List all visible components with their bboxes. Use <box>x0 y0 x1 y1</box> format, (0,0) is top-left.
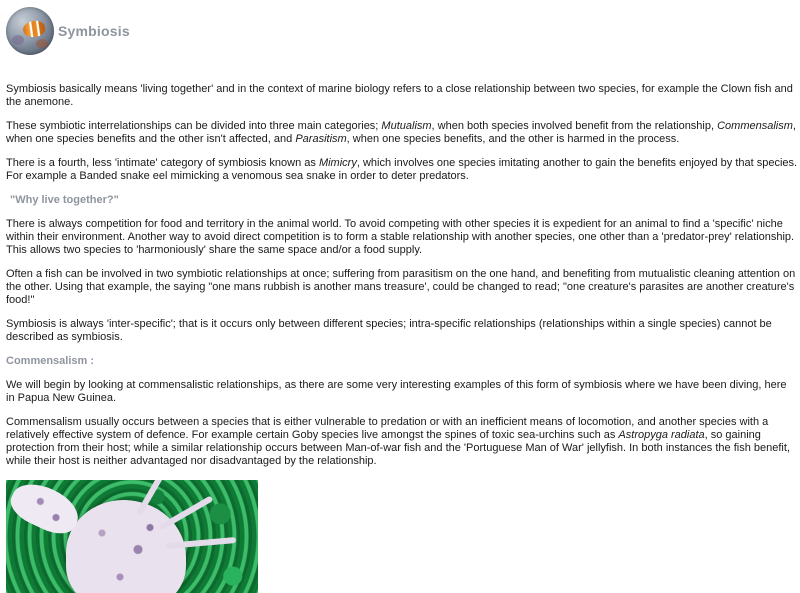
crab-leg <box>159 495 214 530</box>
categories-paragraph: These symbiotic interrelationships can be divided into three main categories; Mutualism, when both species involved benefit from the relationship, Commensalism, when one species benefits and the other isn't affected, and Parasitism, when one species benefits, and the other is harmed in the process. <box>6 120 796 145</box>
term-mutualism: Mutualism <box>381 120 432 132</box>
competition-paragraph: There is always competition for food and territory in the animal world. To avoid competing with other species it is expedient for an animal to find a 'specific' niche within their environment. Another way to avoid direct competition is to form a stable relationship with another species, one other than a 'predator-prey' relationship. This allows two species to 'harmoniously' share the same space and/or a food supply. <box>6 218 795 256</box>
term-parasitism: Parasitism <box>295 133 347 145</box>
term-mimicry: Mimicry <box>318 157 357 169</box>
term-astropyga-radiata: Astropyga radiata <box>618 429 705 441</box>
porcelain-crab-photo <box>6 480 258 593</box>
commensalism-heading: Commensalism : <box>6 355 95 367</box>
clownfish-logo-icon <box>6 7 54 55</box>
inter-specific-paragraph: Symbiosis is always 'inter-specific'; that is it occurs only between different species; intra-specific relationships (relationships within a single species) cannot be described as symbiosis. <box>6 318 772 343</box>
parasitism-example-paragraph: Often a fish can be involved in two symbiotic relationships at once; suffering from parasitism on the one hand, and benefiting from mutualistic cleaning attention on the other. Using that example, the saying "one mans rubbish is another mans treasure', could be changed to read; "one creature's parasites are another creature's food!" <box>6 268 796 306</box>
why-live-together-heading: "Why live together?" <box>10 194 119 206</box>
page-title: Symbiosis <box>58 22 130 39</box>
mimicry-paragraph: There is a fourth, less 'intimate' category of symbiosis known as Mimicry, which involves one species imitating another to gain the benefits enjoyed by that species. For example a Banded snake eel mimicking a venomous sea snake in order to deter predators. <box>6 157 798 182</box>
commensalism-detail-paragraph: Commensalism usually occurs between a species that is either vulnerable to predation or with an inefficient means of locomotion, and another species with a relatively effective system of defence. For example certain Goby species live amongst the spines of toxic sea-urchins such as Astropyga radiata, so gaining protection from their host; while a similar relationship occurs between Man-of-war fish and the 'Portuguese Man of War' jellyfish. In both instances the fish benefit, while their host is neither advantaged nor disadvantaged by the relationship. <box>6 416 790 467</box>
commensalism-intro-paragraph: We will begin by looking at commensalistic relationships, as there are some very interesting examples of this form of symbiosis where we have been diving, here in Papua New Guinea. <box>6 379 787 404</box>
page-header <box>6 7 130 55</box>
term-commensalism: Commensalism <box>717 120 793 132</box>
intro-paragraph: Symbiosis basically means 'living together' and in the context of marine biology refers to a close relationship between two species, for example the Clown fish and the anemone. <box>6 83 793 108</box>
article-body <box>6 83 798 479</box>
